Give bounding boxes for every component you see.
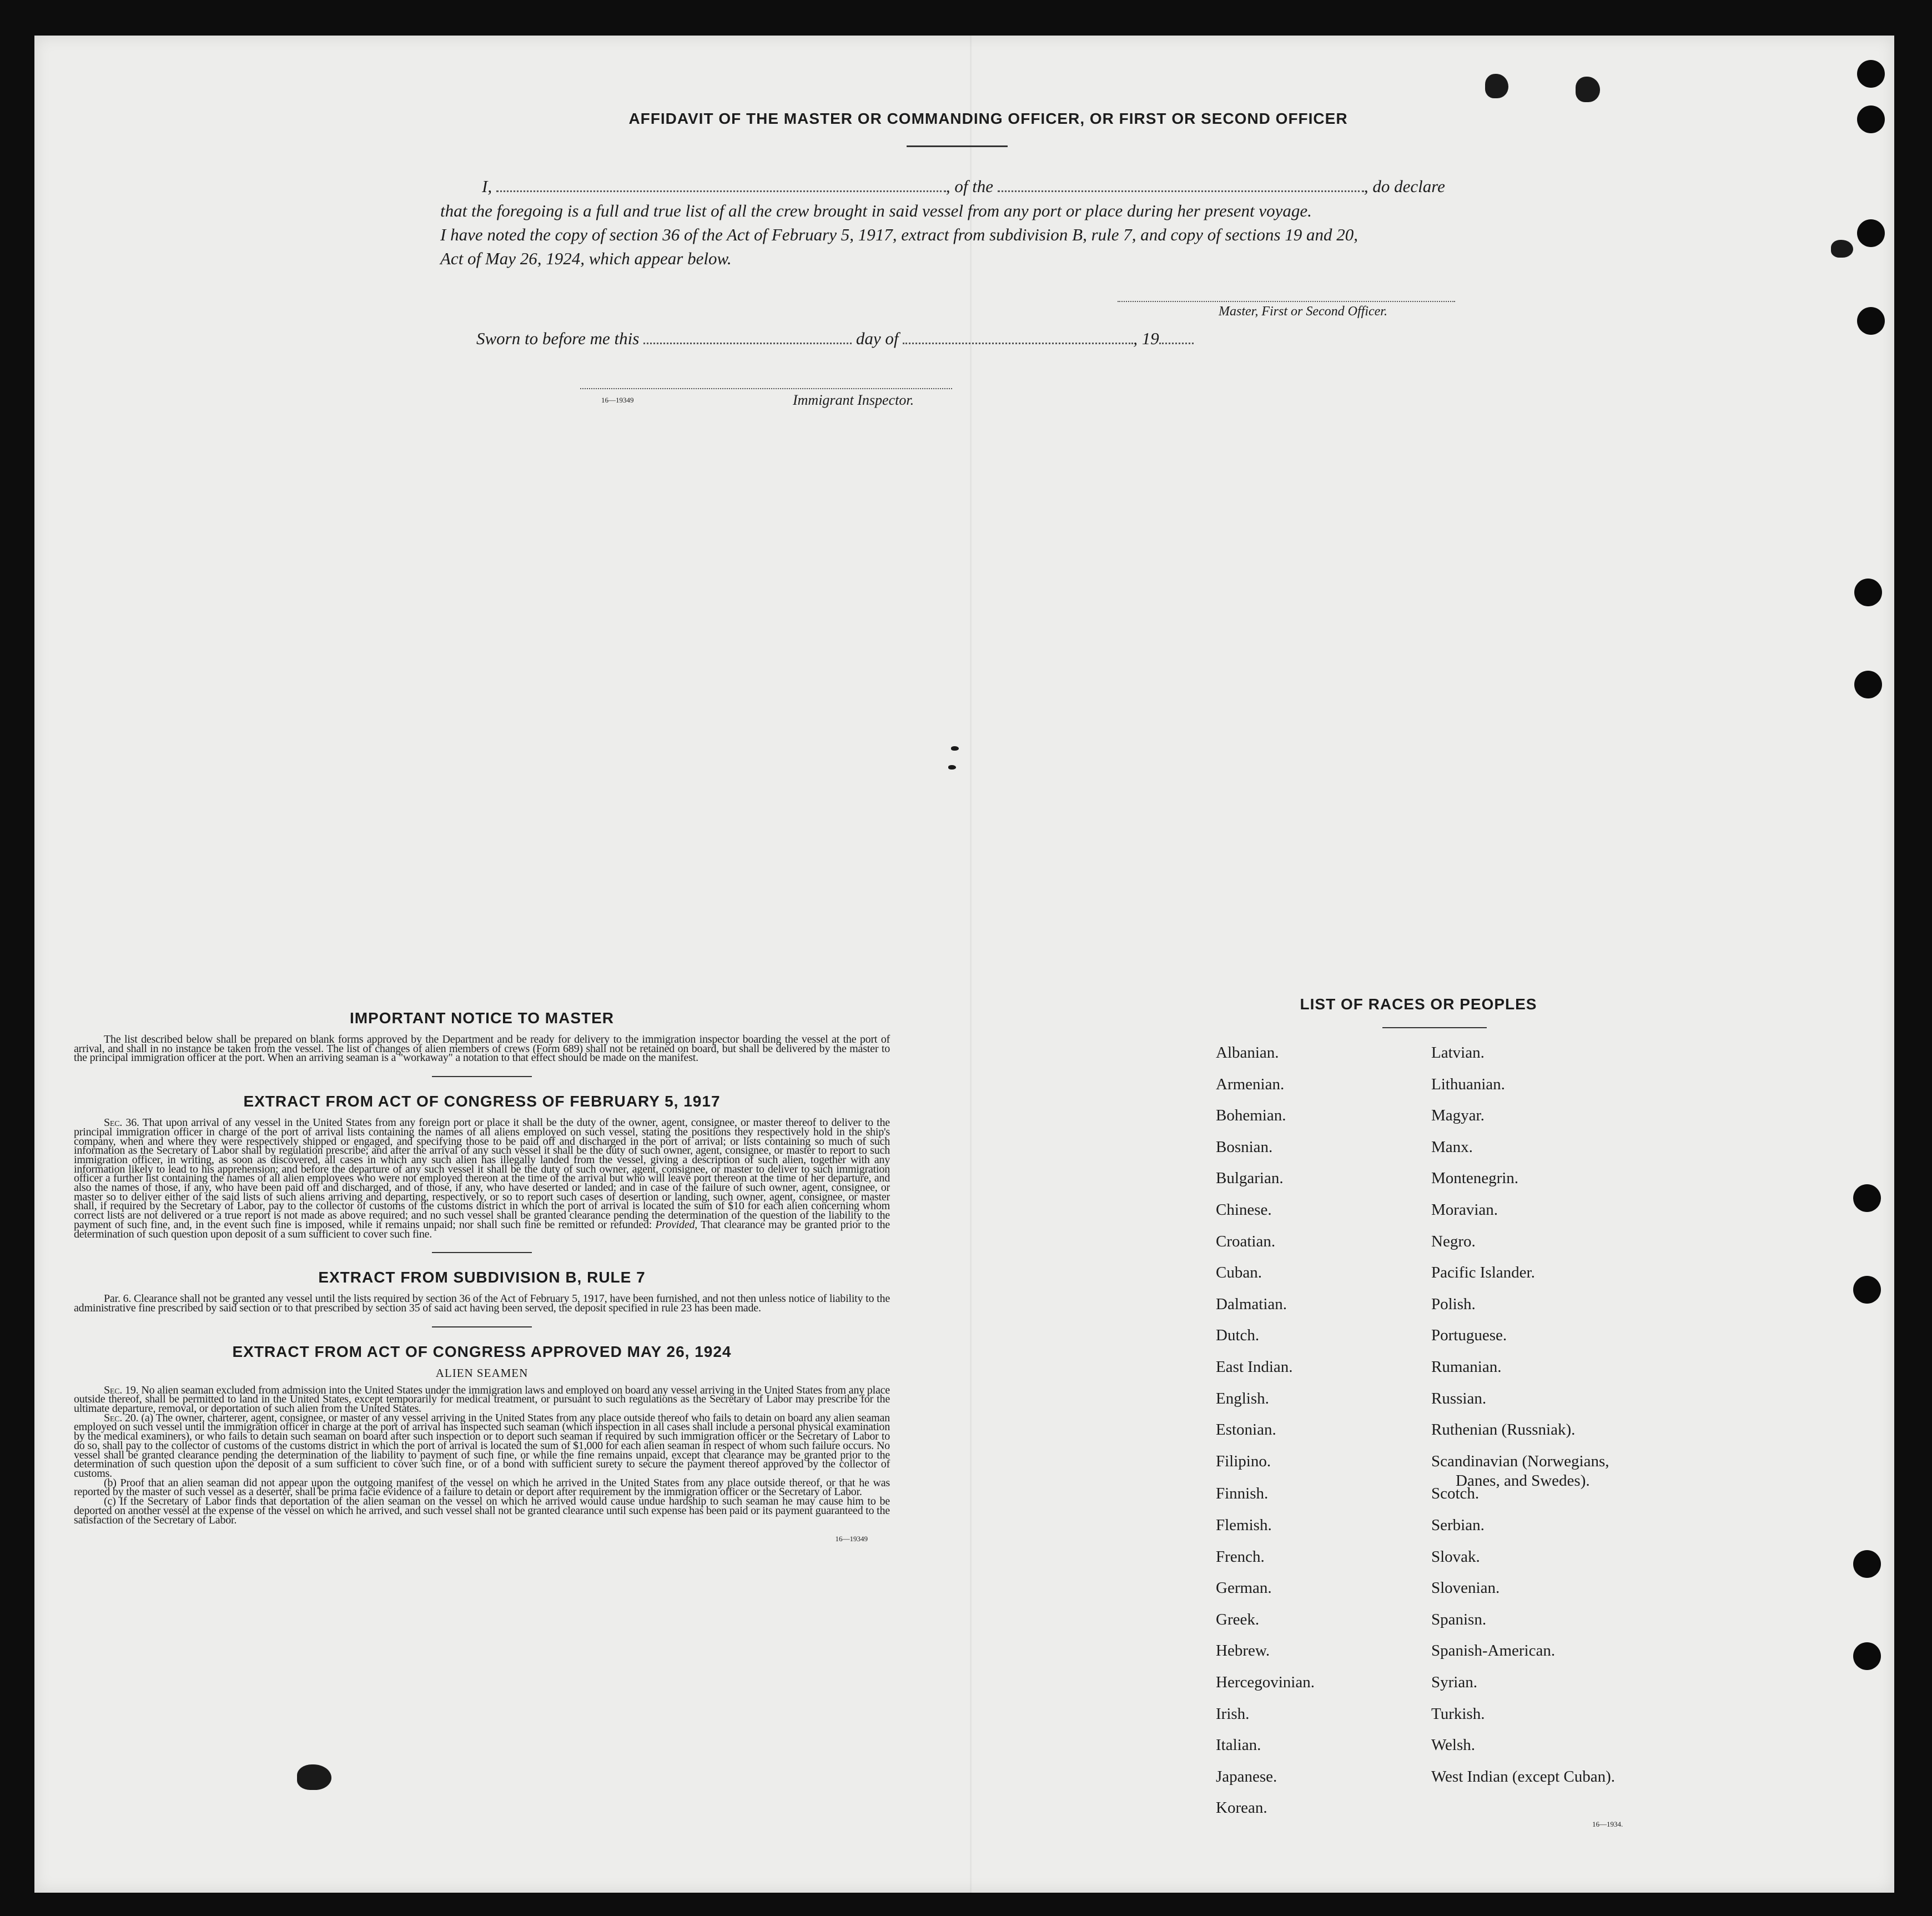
divider bbox=[1382, 1027, 1487, 1028]
ink-blot bbox=[948, 765, 956, 770]
race-item: Turkish. bbox=[1431, 1704, 1485, 1723]
vessel-field[interactable] bbox=[998, 190, 1364, 192]
race-item: German. bbox=[1216, 1579, 1272, 1597]
name-field[interactable] bbox=[496, 190, 946, 192]
divider bbox=[907, 145, 1008, 147]
sec-20-text bbox=[74, 1411, 890, 1480]
race-item: Finnish. bbox=[1216, 1485, 1269, 1503]
race-item: Rumanian. bbox=[1431, 1358, 1502, 1376]
punch-hole bbox=[1854, 579, 1882, 606]
race-item: Bohemian. bbox=[1216, 1107, 1286, 1125]
races-title: LIST OF RACES OR PEOPLES bbox=[1300, 995, 1537, 1013]
form-number: 16—19349 bbox=[601, 396, 634, 404]
race-item: Slovak. bbox=[1431, 1547, 1480, 1566]
ink-blot bbox=[1831, 240, 1853, 258]
sec-19-body: No alien seaman excluded from admission into the United States under the immigration laws and employed on board any vessel arriving in the United States from any place outside thereof, shall be permitted to land in the United States, except temporarily for medical treatment, or pursuant to such regulations as the Secretary of Labor may prescribe for the ultimate departure, removal, or deportation of such alien from the United States. bbox=[74, 1384, 890, 1415]
race-item: Hercegovinian. bbox=[1216, 1673, 1315, 1691]
affidavit-line1 bbox=[482, 177, 1476, 197]
race-item: Dutch. bbox=[1216, 1326, 1260, 1345]
affidavit-i: I, bbox=[482, 177, 492, 196]
ink-blot bbox=[1576, 77, 1600, 102]
sec-36-label: Sec. 36. bbox=[104, 1117, 139, 1129]
race-item: Lithuanian. bbox=[1431, 1075, 1505, 1093]
race-item: Greek. bbox=[1216, 1610, 1260, 1628]
affidavit-title: AFFIDAVIT OF THE MASTER OR COMMANDING OFFICER, OR FIRST OR SECOND OFFICER bbox=[628, 110, 1348, 127]
rule7-title: EXTRACT FROM SUBDIVISION B, RULE 7 bbox=[318, 1269, 646, 1286]
race-item: Magyar. bbox=[1431, 1107, 1485, 1125]
provided-word: Provided, bbox=[655, 1218, 698, 1231]
race-item: Armenian. bbox=[1216, 1075, 1285, 1093]
race-item: Manx. bbox=[1431, 1138, 1473, 1156]
divider bbox=[432, 1326, 532, 1327]
race-item: Syrian. bbox=[1431, 1673, 1477, 1691]
sec-20-label: Sec. 20. bbox=[104, 1411, 139, 1424]
race-item: West Indian (except Cuban). bbox=[1431, 1767, 1616, 1786]
race-item: Scotch. bbox=[1431, 1485, 1480, 1503]
page-fold bbox=[970, 36, 972, 1893]
race-item: Serbian. bbox=[1431, 1516, 1485, 1534]
race-item: Flemish. bbox=[1216, 1516, 1272, 1534]
sworn-text: Sworn to before me this bbox=[476, 329, 640, 348]
race-item: Japanese. bbox=[1216, 1767, 1277, 1786]
ink-blot bbox=[951, 746, 959, 751]
punch-hole bbox=[1853, 1642, 1881, 1670]
para-c-text: (c) If the Secretary of Labor finds that deportation of the alien seaman on the vessel on which he arrived would cause undue hardship to such seaman he may cause him to be deported on another vessel at the expense of the vessel on which he arrived, and such vessel shall not be granted clearance until such expense has been paid or its payment guaranteed to the satisfaction of the Secretary of Labor. bbox=[74, 1495, 890, 1526]
race-item: Hebrew. bbox=[1216, 1642, 1270, 1660]
affidavit-of-the: , of the bbox=[945, 177, 994, 196]
race-item: English. bbox=[1216, 1389, 1269, 1407]
punch-hole bbox=[1853, 1276, 1881, 1304]
extract-1917-title: EXTRACT FROM ACT OF CONGRESS OF FEBRUARY 5, 1917 bbox=[243, 1093, 721, 1110]
race-item: Slovenian. bbox=[1431, 1579, 1500, 1597]
inspector-signature-line[interactable] bbox=[580, 388, 952, 389]
affidavit-declare: , do declare bbox=[1364, 177, 1445, 196]
race-item: Ruthenian (Russniak). bbox=[1431, 1421, 1576, 1439]
race-item: Latvian. bbox=[1431, 1044, 1485, 1062]
race-item: Spanish-American. bbox=[1431, 1642, 1556, 1660]
document-page bbox=[34, 36, 1894, 1893]
extract-1917-text bbox=[74, 1118, 890, 1239]
sworn-line bbox=[476, 329, 1194, 349]
divider bbox=[432, 1252, 532, 1253]
race-item: Cuban. bbox=[1216, 1264, 1262, 1282]
race-item: Italian. bbox=[1216, 1736, 1261, 1754]
ink-blot bbox=[1485, 74, 1508, 98]
sec-20-body: (a) The owner, charterer, agent, consignee, or master of any vessel arriving in the United States from any place outside thereof who fails to detain on board any alien seaman employed on such vessel until the immigration officer in charge at the port of arrival has inspected such seaman (which inspection in all cases shall include a personal physical examination by the medical examiners), or who fails to detain such seaman on board after such inspection or to deport such seaman if required by such immigration officer or the Secretary of Labor to do so, shall pay to the collector of customs of the customs district in which the port of arrival is located the sum of $1,000 for each alien seaman in respect of whom such failure occurs. No vessel shall be granted clearance pending the determination of the liability to payment of such fine, or while the fine remains unpaid, except that clearance may be granted prior to the determination of such question upon the deposit of a sum sufficient to cover such fine, or of a bond with sufficient surety to secure the payment thereof approved by the collector of customs. bbox=[74, 1411, 890, 1480]
affidavit-line3: I have noted the copy of section 36 of the Act of February 5, 1917, extract from subdivision B, rule 7, and copy of sections 19 and 20, bbox=[440, 225, 1359, 244]
race-item: Scandinavian (Norwegians, bbox=[1431, 1452, 1609, 1470]
race-item: Pacific Islander. bbox=[1431, 1264, 1535, 1282]
ink-blot bbox=[297, 1764, 331, 1790]
race-item: Albanian. bbox=[1216, 1044, 1279, 1062]
signature-caption: Master, First or Second Officer. bbox=[1219, 304, 1387, 319]
race-item: Korean. bbox=[1216, 1799, 1267, 1817]
race-item: Polish. bbox=[1431, 1295, 1476, 1313]
notice-title: IMPORTANT NOTICE TO MASTER bbox=[349, 1009, 615, 1027]
punch-hole bbox=[1857, 219, 1885, 247]
race-item: Moravian. bbox=[1431, 1201, 1498, 1219]
race-item: Filipino. bbox=[1216, 1452, 1271, 1470]
race-item: Dalmatian. bbox=[1216, 1295, 1287, 1313]
divider bbox=[432, 1076, 532, 1077]
race-item: Bulgarian. bbox=[1216, 1169, 1284, 1188]
sec-19-text bbox=[74, 1386, 890, 1414]
punch-hole bbox=[1853, 1550, 1881, 1578]
extract-1924-title: EXTRACT FROM ACT OF CONGRESS APPROVED MAY 26, 1924 bbox=[232, 1342, 732, 1360]
race-item: Negro. bbox=[1431, 1232, 1476, 1250]
form-number: 16—1934. bbox=[1592, 1820, 1623, 1828]
race-item: Russian. bbox=[1431, 1389, 1487, 1407]
sec-36-body: That upon arrival of any vessel in the United States from any foreign port or place it shall be the duty of the owner, agent, consignee, or master thereof to deliver to the principal immigration officer in charge of the port of arrival lists containing the names of all aliens employed on such vessel, stating the positions they respectively hold in the ship's company, when and where they were respectively shipped or engaged, and specifying those to be paid off and discharged in the port of arrival; or lists containing so much of such information as the Secretary of Labor shall by regulation prescribe; and after the arrival of any such vessel it shall be the duty of such owner, agent, consignee, or master to report to such immigration officer, in writing, as soon as discovered, all cases in which any such alien has illegally landed from the vessel, giving a description of such alien, together with any information likely to lead to his apprehension; and before the departure of any such vessel it shall be the duty of such owner, agent, consignee, or master to deliver to such immigration officer a further list containing the names of all alien employees who were not employed thereon at the time of the arrival but who will leave port thereon at the time of her departure, and also the names of those, if any, who have been paid off and discharged, and of those, if any, who have deserted or landed; and in case of the failure of such owner, agent, consignee, or master so to deliver either of the said lists of such aliens arriving and departing, respectively, or so to report such cases of desertion or landing, such owner, agent, consignee, or master shall, if required by the Secretary of Labor, pay to the collector of customs of the customs district in which the port of arrival is located the sum of $10 for each alien concerning whom correct lists are not delivered or a true report is not made as above required; and no such vessel shall be granted clearance pending the determination of the question of the liability to the payment of such fine, and, in the event such fine is imposed, while it remains unpaid; nor shall such fine be remitted or refunded: bbox=[74, 1117, 890, 1231]
sec-36-end: That clearance may be granted prior to the determination of such question upon deposit of a sum sufficient to cover such fine. bbox=[74, 1218, 890, 1240]
race-item: Welsh. bbox=[1431, 1736, 1476, 1754]
affidavit-line2: that the foregoing is a full and true list of all the crew brought in said vessel from any port or place during her present voyage. bbox=[440, 201, 1312, 220]
race-item: Irish. bbox=[1216, 1704, 1250, 1723]
race-item: Chinese. bbox=[1216, 1201, 1272, 1219]
rule7-text: Par. 6. Clearance shall not be granted any vessel until the lists required by section 36 of the Act of February 5, 1917, have been furnished, and not then unless notice of liability to the administrative fine prescribed by said section or to that prescribed by section 35 of said act having been served, the deposit specified in rule 23 has been made. bbox=[74, 1293, 890, 1314]
month-field[interactable] bbox=[903, 342, 1133, 344]
race-item: East Indian. bbox=[1216, 1358, 1293, 1376]
legal-notices bbox=[74, 1009, 890, 1543]
punch-hole bbox=[1857, 307, 1885, 335]
punch-hole bbox=[1857, 105, 1885, 133]
punch-hole bbox=[1853, 1184, 1881, 1212]
year-field[interactable] bbox=[1159, 342, 1194, 344]
signature-line[interactable] bbox=[1118, 301, 1455, 302]
race-item: Bosnian. bbox=[1216, 1138, 1273, 1156]
alien-seamen-subtitle: ALIEN SEAMEN bbox=[435, 1366, 529, 1380]
inspector-caption: Immigrant Inspector. bbox=[793, 392, 914, 408]
day-field[interactable] bbox=[643, 342, 852, 344]
punch-hole bbox=[1854, 671, 1882, 698]
para-b-text: (b) Proof that an alien seaman did not appear upon the outgoing manifest of the vessel on which he arrived in the United States from any place outside thereof, or that he was reported by the master of such vessel as a deserter, shall be prima facie evidence of a failure to detain or deport after requirement by the immigration officer or the Secretary of Labor. bbox=[74, 1476, 890, 1498]
race-item: Croatian. bbox=[1216, 1232, 1276, 1250]
race-item: Spanisn. bbox=[1431, 1610, 1487, 1628]
notice-text: The list described below shall be prepared on blank forms approved by the Department and be ready for delivery to the immigration inspector boarding the vessel at the port of arrival, and shall in no instance be taken from the vessel. The list of changes of alien members of crews (Form 689) shall not be retained on board, but shall be delivered by the master to the principal immigration officer at the port. When an arriving seaman is a "workaway" a notation to that effect should be made on the manifest. bbox=[74, 1033, 890, 1064]
form-number: 16—19349 bbox=[835, 1535, 868, 1543]
race-item: Estonian. bbox=[1216, 1421, 1276, 1439]
day-of-text: day of bbox=[856, 329, 899, 348]
race-item: Portuguese. bbox=[1431, 1326, 1507, 1345]
affidavit-line4: Act of May 26, 1924, which appear below. bbox=[440, 249, 732, 268]
sec-19-label: Sec. 19. bbox=[104, 1384, 139, 1396]
race-item: Danes, and Swedes). bbox=[1456, 1471, 1590, 1490]
punch-hole bbox=[1857, 60, 1885, 88]
race-item: Montenegrin. bbox=[1431, 1169, 1519, 1188]
year-prefix: , 19 bbox=[1133, 329, 1159, 348]
race-item: French. bbox=[1216, 1547, 1265, 1566]
